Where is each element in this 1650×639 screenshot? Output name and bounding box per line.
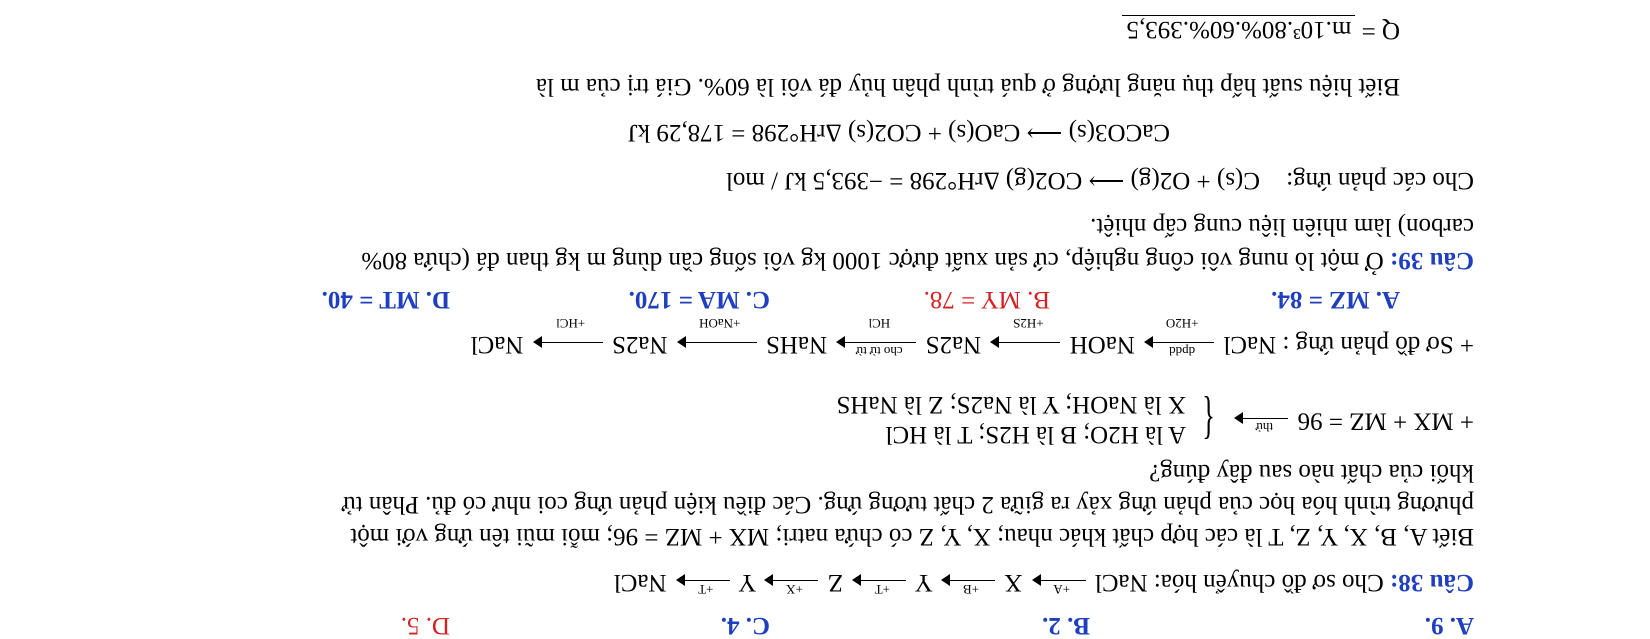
q38-sum-block [836, 389, 1474, 449]
q38-line1: Biết A, B, X, Y, Z, T là các hợp chất khác nhau; X, Y, Z có chứa natri; MX + MZ = 96; mỗi mũi tên ứng với một [350, 523, 1474, 550]
pathway-arrow: cho từ từ HCl [836, 336, 916, 350]
pathway-arrow: dpdd +H2O [1144, 336, 1214, 350]
pathway-node: NaOH [1069, 331, 1135, 358]
scheme-node: X [1004, 569, 1023, 596]
scheme-node: NaCl [613, 569, 667, 596]
top-option-c: C. 4. [720, 612, 770, 639]
scheme-arrow: +T [676, 574, 730, 588]
scheme-node: NaCl [1094, 569, 1148, 596]
pathway-node: Na2S [611, 331, 668, 358]
pathway-node: NaCl [470, 331, 524, 358]
brace: { [1202, 391, 1215, 448]
q39-reaction2: CaCO3(s) ⟶ CaO(s) + CO2(s) ΔrH°298 = 178,29 kJ [627, 119, 1170, 146]
q39-line3: Biết hiệu suất hấp thụ năng lượng ở quá trình phân hủy đá vôi là 60%. Giá trị của m là [535, 73, 1400, 100]
q38-option-c: C. MA = 170. [628, 286, 770, 313]
q38-intro: Cho sơ đồ chuyển hóa: [1153, 569, 1384, 596]
q39-line1 [361, 245, 1474, 275]
scheme-node: Z [827, 569, 844, 596]
q38-line2: phương trình hóa học của phản ứng xảy ra giữa 2 chất tương ứng. Các điều kiện phản ứng coi như có đủ. Phân tử [342, 491, 1474, 518]
q39-reaction1 [726, 165, 1474, 195]
pathway-arrow: +NaOH [677, 336, 757, 350]
fraction-numerator: m.10³.80%.60%.393,5 [1123, 15, 1356, 43]
pathway-node: Na2S [925, 331, 982, 358]
q38-line3: khối của chất nào sau đây đúng? [1149, 459, 1474, 486]
q39-fraction [1123, 14, 1401, 45]
scheme-arrow: +A [1032, 574, 1086, 588]
q38-option-a: A. MZ = 84. [1271, 286, 1400, 313]
q38-case1: A là H2O; B là H2S; T là HCl [885, 421, 1186, 448]
reaction1-text: C(s) + O2(g) ⟶ CO2(g) ΔrH°298 = −393,5 kJ / mol [725, 167, 1260, 194]
q38-case2: X là NaOH; Y là Na2S; Z là NaHS [836, 391, 1186, 418]
scheme-arrow: +T [852, 574, 906, 588]
scheme-node: Y [915, 569, 933, 596]
top-option-b: B. 2. [1042, 612, 1090, 639]
fraction [1123, 14, 1356, 44]
q38-option-b: B. MY = 78. [923, 286, 1050, 313]
reactions-intro: Cho các phản ứng: [1286, 167, 1474, 194]
top-option-a: A. 9. [1424, 612, 1474, 639]
q39-text: Ở một lò nung vôi công nghiệp, cứ sản xuất được 1000 kg vôi sống cần dùng m kg than đá (chứa 80% [361, 247, 1384, 274]
scheme-arrow: +X [765, 574, 819, 588]
q38-pathway [470, 315, 1474, 359]
sum-arrow: thử [1234, 412, 1288, 426]
q39-line2: carbon) làm nhiên liệu cung cấp nhiệt. [1090, 213, 1474, 240]
scheme-node: Y [739, 569, 757, 596]
pathway-node: NaHS [765, 331, 828, 358]
fraction-prefix: Q = [1361, 17, 1400, 44]
q38-option-d: D. MT = 40. [321, 286, 450, 313]
q38-sum-text: + MX + MZ = 96 [1297, 407, 1474, 435]
q38-number: Câu 38: [1389, 569, 1474, 596]
q38-heading [614, 567, 1474, 597]
pathway-arrow: +HCl [533, 336, 603, 350]
pathway-arrow: +H2S [990, 336, 1060, 350]
pathway-intro: + Sơ đồ phản ứng : NaCl [1223, 331, 1474, 358]
q39-number: Câu 39: [1389, 247, 1474, 274]
top-option-d: D. 5. [400, 612, 450, 639]
scheme-arrow: +B [941, 574, 995, 588]
